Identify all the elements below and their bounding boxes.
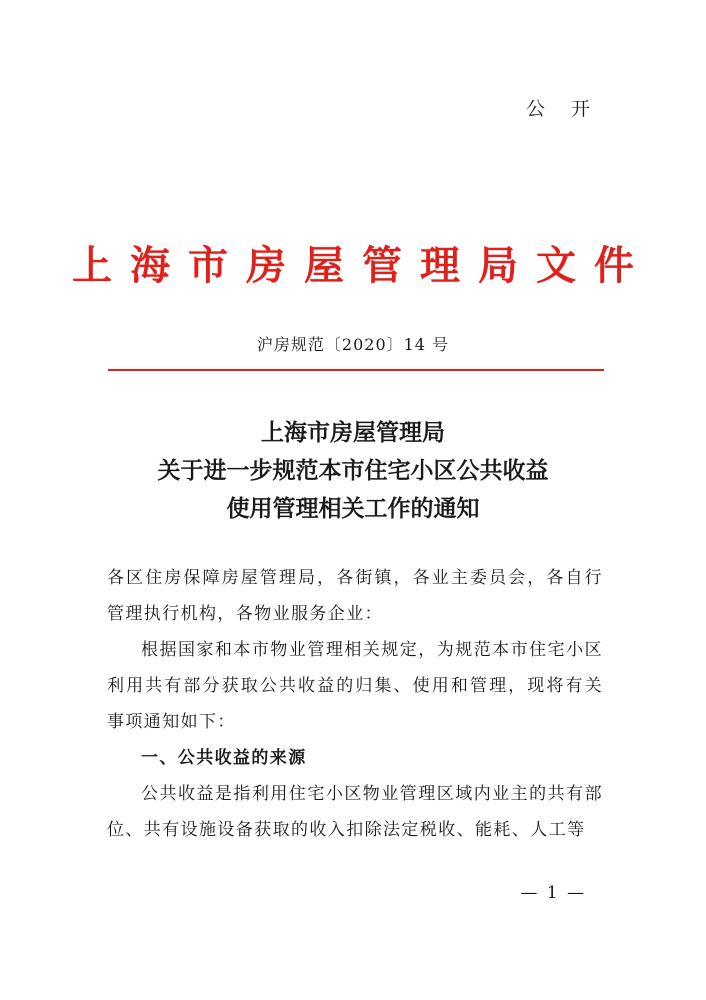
- red-divider-line: [108, 369, 604, 371]
- section-heading: 一、公共收益的来源: [141, 748, 307, 768]
- page-number: — 1 —: [520, 883, 586, 903]
- document-body: [107, 560, 603, 848]
- document-number: 沪房规范〔2020〕14 号: [256, 335, 450, 354]
- issuer-header: 上海市房屋管理局文件: [72, 242, 652, 289]
- disclosure-mark: 公 开: [525, 98, 600, 120]
- document-title: [0, 414, 706, 528]
- title-line-3: 使用管理相关工作的通知: [226, 496, 480, 522]
- intro-paragraph: 根据国家和本市物业管理相关规定，为规范本市住宅小区利用共有部分获取公共收益的归集、使用和管理，现将有关事项通知如下：: [107, 640, 603, 732]
- title-line-1: 上海市房屋管理局: [261, 420, 445, 446]
- section-paragraph: 公共收益是指利用住宅小区物业管理区域内业主的共有部位、共有设施设备获取的收入扣除法定税收、能耗、人工等: [107, 784, 603, 840]
- title-line-2: 关于进一步规范本市住宅小区公共收益: [157, 458, 549, 484]
- addressee-paragraph: 各区住房保障房屋管理局，各街镇，各业主委员会，各自行管理执行机构，各物业服务企业：: [107, 568, 603, 624]
